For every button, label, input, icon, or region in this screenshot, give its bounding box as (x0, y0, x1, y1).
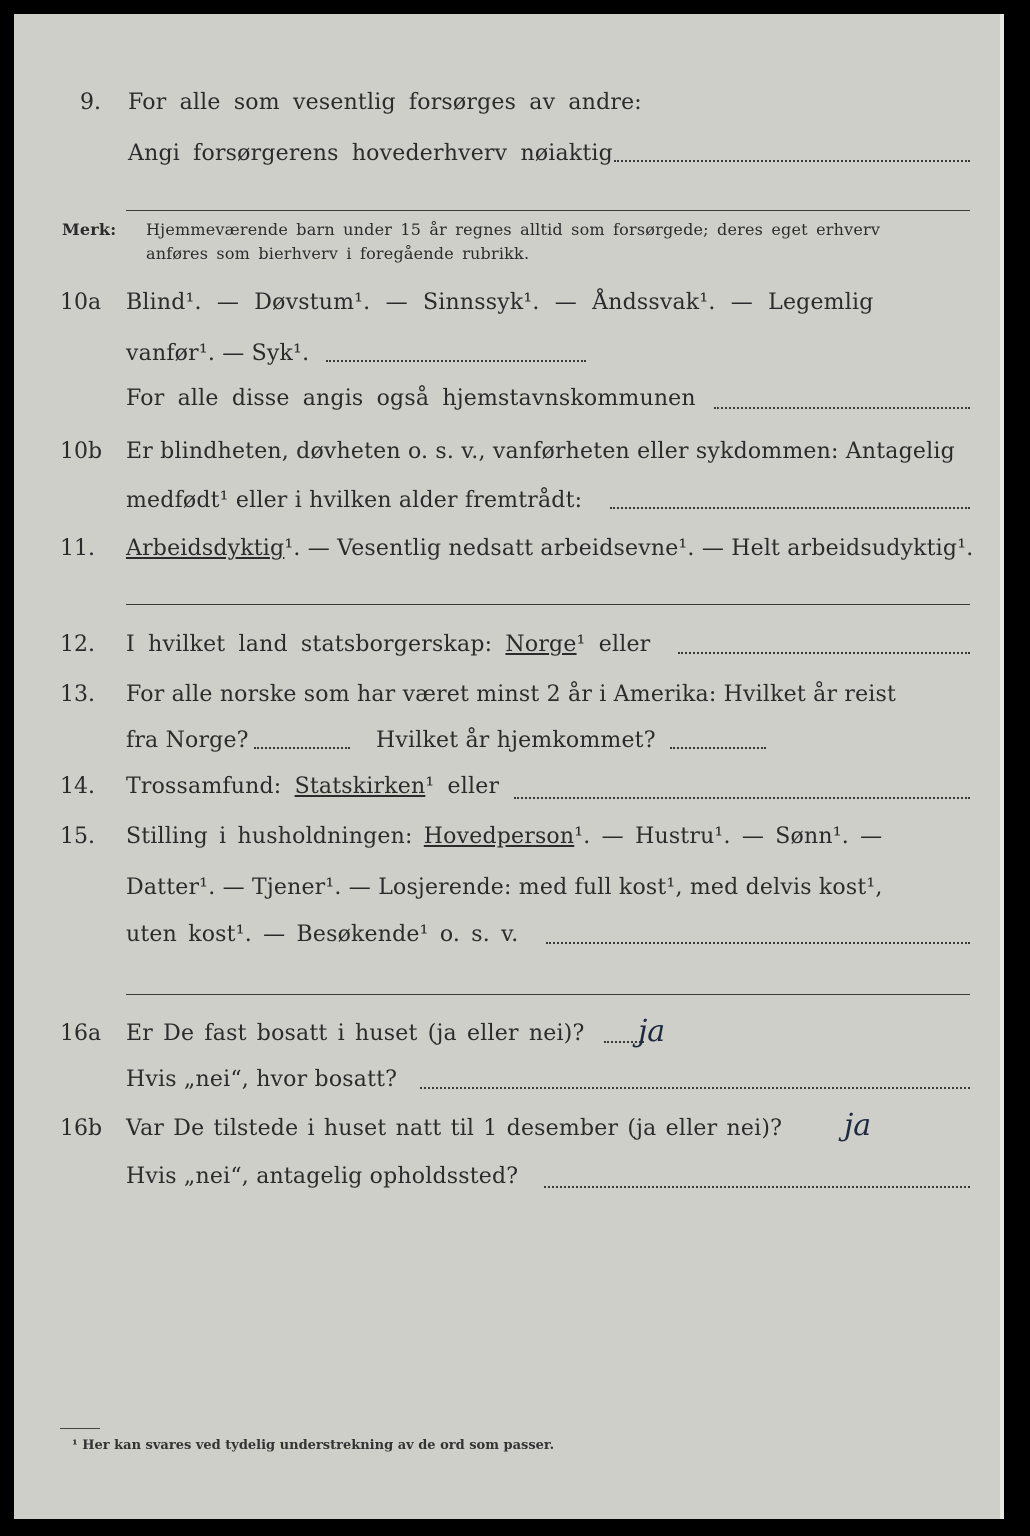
q15-question-cont2: uten kost¹. — Besøkende¹ o. s. v. (126, 922, 519, 947)
q15-answer-underlined[interactable]: Hovedperson (423, 824, 575, 849)
q11-extra-line[interactable] (126, 604, 970, 605)
q16b-question: Var De tilstede i huset natt til 1 desember (ja eller nei)? (126, 1116, 783, 1141)
q15-question (126, 824, 882, 850)
q10b-question-cont: medfødt¹ eller i hvilken alder fremtrådt: (126, 488, 583, 513)
q10a-hjemstavn-line[interactable] (714, 407, 970, 409)
q16a-handwritten-answer[interactable]: ja (638, 1014, 666, 1049)
q10a-question: Blind¹. — Døvstum¹. — Sinnssyk¹. — Åndssvak¹. — Legemlig (126, 290, 874, 315)
q14-answer-underlined[interactable]: Statskirken (294, 774, 426, 799)
q15-extra-line[interactable] (126, 994, 970, 995)
q14-number: 14. (60, 774, 95, 799)
q16b-handwritten-answer[interactable]: ja (844, 1108, 872, 1143)
q10a-answer-line[interactable] (326, 360, 586, 362)
q15-pre: Stilling i husholdningen: (126, 824, 413, 849)
q12-post: ¹ eller (576, 632, 651, 657)
q11-question (126, 536, 973, 562)
q9-subquestion: Angi forsørgerens hovederhverv nøiaktig (128, 141, 613, 166)
q13-reist-line[interactable] (254, 747, 350, 749)
q16b-number: 16b (60, 1116, 103, 1141)
q14-answer-line[interactable] (514, 797, 970, 799)
q16a-question: Er De fast bosatt i huset (ja eller nei)? (126, 1021, 585, 1046)
q12-answer-underlined[interactable]: Norge (505, 632, 577, 657)
footnote-text: ¹ Her kan svares ved tydelig understrekning av de ord som passer. (72, 1438, 555, 1453)
q12-question (126, 632, 650, 658)
q14-pre: Trossamfund: (126, 774, 282, 799)
q9-answer-line[interactable] (614, 160, 970, 162)
q13-number: 13. (60, 682, 95, 707)
q11-rest: ¹. — Vesentlig nedsatt arbeidsevne¹. — Helt arbeidsudyktig¹. (284, 536, 974, 561)
q16a-subquestion: Hvis „nei“, hvor bosatt? (126, 1067, 398, 1092)
q15-answer-line[interactable] (546, 942, 970, 944)
q9-number: 9. (80, 90, 101, 115)
q10a-hjemstavn: For alle disse angis også hjemstavnskommunen (126, 386, 696, 411)
q9-extra-line[interactable] (126, 210, 970, 211)
census-form-page (14, 14, 1004, 1519)
q13-question: For alle norske som har været minst 2 år i Amerika: Hvilket år reist (126, 682, 897, 707)
q13-hjemkommet-line[interactable] (670, 747, 766, 749)
q15-post: ¹. — Hustru¹. — Sønn¹. — (574, 824, 883, 849)
q10b-number: 10b (60, 439, 103, 464)
q14-post: ¹ eller (425, 774, 500, 799)
q16b-opholdssted-line[interactable] (544, 1186, 970, 1188)
merk-text-1: Hjemmeværende barn under 15 år regnes alltid som forsørgede; deres eget erhverv (146, 220, 881, 239)
q12-pre: I hvilket land statsborgerskap: (126, 632, 493, 657)
footnote-separator (60, 1428, 100, 1429)
merk-label: Merk: (62, 220, 117, 239)
q16b-subquestion: Hvis „nei“, antagelig opholdssted? (126, 1164, 519, 1189)
q10a-number: 10a (60, 290, 102, 315)
q11-number: 11. (60, 536, 95, 561)
q16a-number: 16a (60, 1021, 102, 1046)
q10b-question: Er blindheten, døvheten o. s. v., vanførheten eller sykdommen: Antagelig (126, 439, 955, 464)
merk-text-2: anføres som bierhverv i foregående rubrikk. (146, 244, 530, 263)
q9-question: For alle som vesentlig forsørges av andre: (128, 90, 642, 115)
q10a-question-cont: vanfør¹. — Syk¹. (126, 341, 310, 366)
q13-reist: fra Norge? (126, 728, 249, 753)
q13-hjemkommet: Hvilket år hjemkommet? (376, 728, 656, 753)
q14-question (126, 774, 499, 800)
q10b-answer-line[interactable] (610, 507, 970, 509)
q12-answer-line[interactable] (678, 652, 970, 654)
q11-answer-underlined[interactable]: Arbeidsdyktig (126, 536, 285, 561)
q15-question-cont: Datter¹. — Tjener¹. — Losjerende: med full kost¹, med delvis kost¹, (126, 875, 883, 900)
q12-number: 12. (60, 632, 95, 657)
q15-number: 15. (60, 824, 95, 849)
q16a-bosatt-line[interactable] (420, 1087, 970, 1089)
